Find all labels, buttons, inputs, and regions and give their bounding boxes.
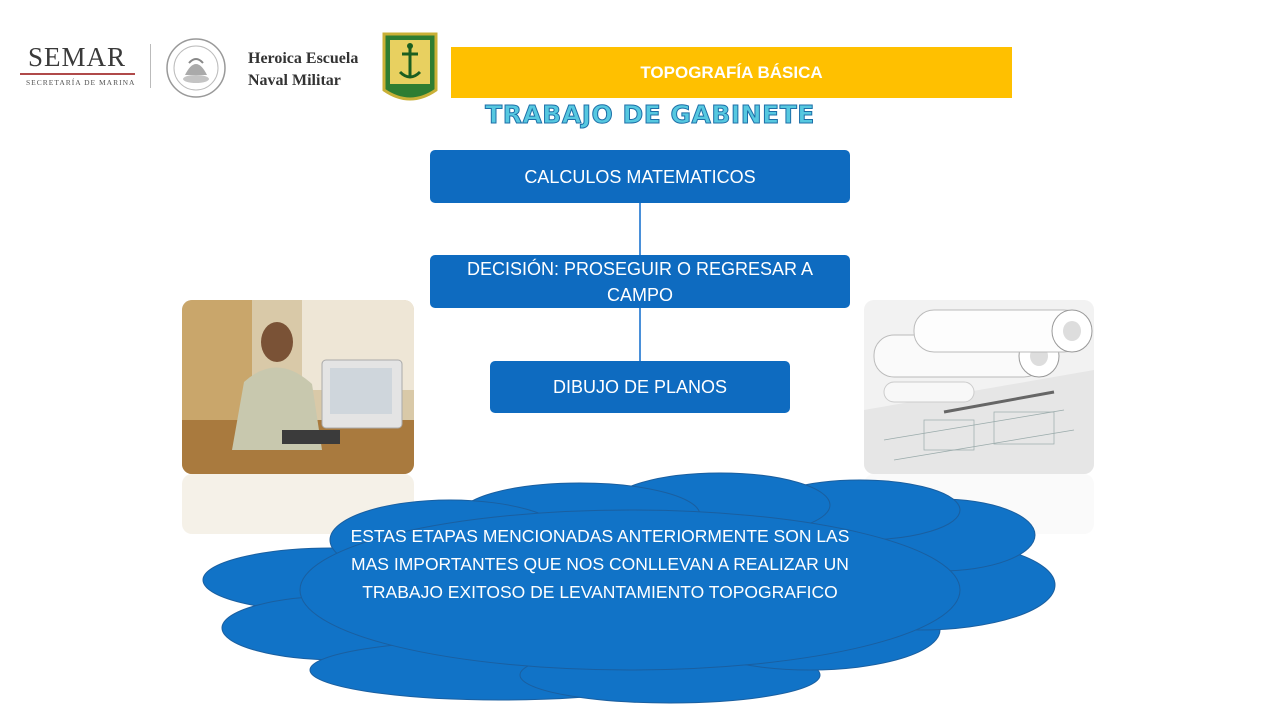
school-name-line1: Heroica Escuela bbox=[248, 50, 359, 67]
callout-text: ESTAS ETAPAS MENCIONADAS ANTERIORMENTE SON LAS MAS IMPORTANTES QUE NOS CONLLEVAN A REALIZAR UN TRABAJO EXITOSO DE LEVANTAMIENTO TOPOGRAFICO bbox=[350, 526, 850, 602]
flow-step-decision-label: DECISIÓN: PROSEGUIR O REGRESAR A CAMPO bbox=[466, 258, 814, 305]
flow-step-drawing bbox=[490, 361, 790, 413]
course-banner bbox=[451, 47, 1012, 98]
national-seal-icon bbox=[165, 37, 227, 99]
flow-step-decision bbox=[430, 255, 850, 308]
course-banner-text: TOPOGRAFÍA BÁSICA bbox=[640, 62, 823, 82]
school-name-line2: Naval Militar bbox=[248, 72, 341, 89]
slide-title: TRABAJO DE GABINETE bbox=[485, 100, 815, 129]
semar-logo-underline bbox=[20, 73, 135, 75]
naval-school-emblem-icon bbox=[382, 32, 438, 108]
man-at-computer-photo bbox=[182, 300, 414, 474]
semar-logo-subtitle: SECRETARÍA DE MARINA bbox=[26, 78, 136, 87]
semar-logo-text: SEMAR bbox=[28, 42, 127, 72]
school-name bbox=[248, 48, 358, 92]
flow-step-calculations-label: CALCULOS MATEMATICOS bbox=[524, 166, 756, 187]
flow-step-calculations bbox=[430, 150, 850, 203]
rolled-blueprints-photo bbox=[864, 300, 1094, 474]
flow-step-drawing-label: DIBUJO DE PLANOS bbox=[552, 377, 728, 397]
logo-divider bbox=[150, 44, 151, 88]
